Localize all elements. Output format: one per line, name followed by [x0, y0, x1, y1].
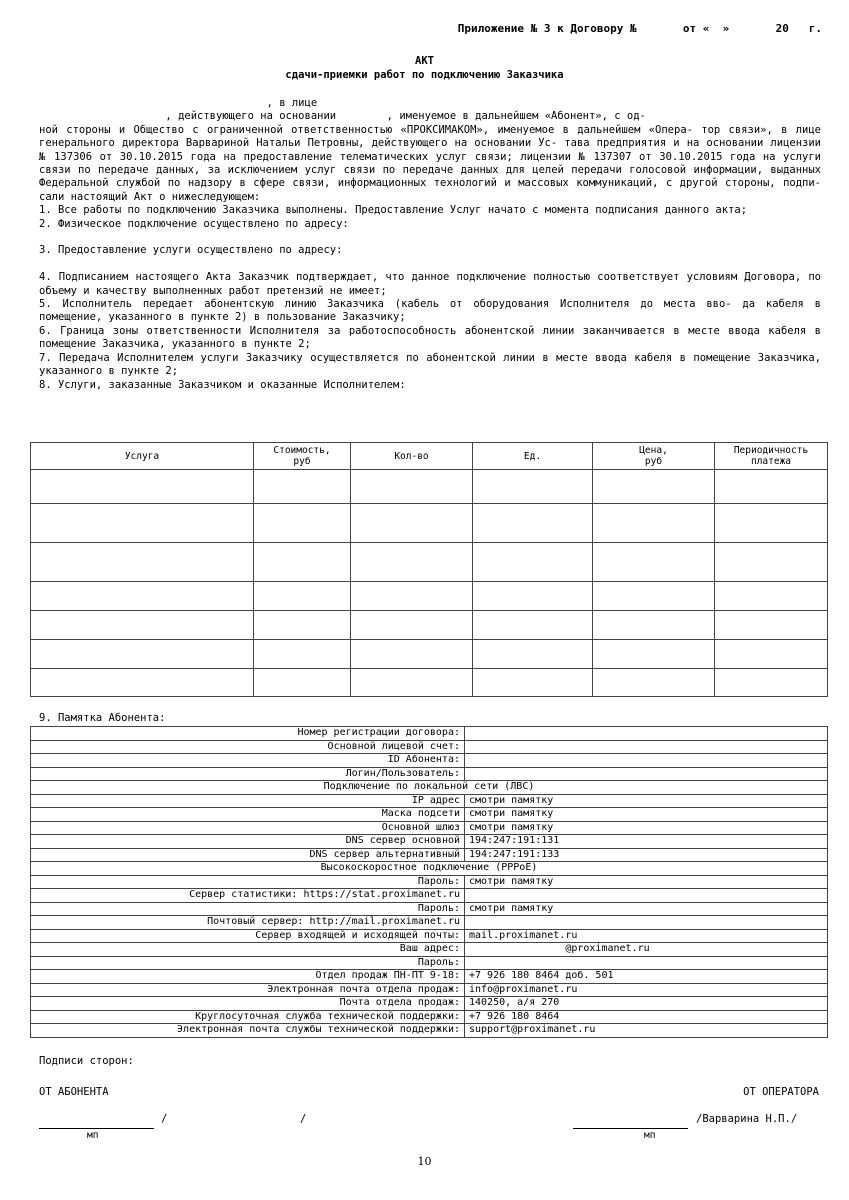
subscriber-slash-2: / — [300, 1113, 307, 1125]
memo-label: Почтовый сервер: http://mail.proximanet.ru — [31, 916, 465, 930]
col-periodicity: Периодичность платежа — [715, 443, 828, 470]
memo-label: Круглосуточная служба технической поддержки: — [31, 1010, 465, 1024]
col-price: Цена, руб — [593, 443, 715, 470]
item-7: 7. Передача Исполнителем услуги Заказчику осуществляется по абонентской линии в месте ввода кабеля в помещение Заказчика, указанного в пункте 2; — [39, 351, 821, 378]
memo-value: смотри памятку — [465, 821, 828, 835]
document-body — [39, 97, 821, 392]
memo-row — [31, 808, 828, 822]
memo-row — [31, 848, 828, 862]
memo-label: Номер регистрации договора: — [31, 727, 465, 741]
memo-value: смотри памятку — [465, 794, 828, 808]
memo-table — [30, 726, 828, 1038]
memo-label: Маска подсети — [31, 808, 465, 822]
memo-value: смотри памятку — [465, 875, 828, 889]
memo-value — [465, 727, 828, 741]
memo-row — [31, 929, 828, 943]
memo-row — [31, 943, 828, 957]
memo-label: DNS сервер альтернативный — [31, 848, 465, 862]
operator-name: /Варварина Н.П./ — [696, 1113, 798, 1125]
memo-row — [31, 821, 828, 835]
memo-row — [31, 997, 828, 1011]
document-header: Приложение № 3 к Договору № от « » 20 г. — [457, 22, 822, 35]
memo-value: смотри памятку — [465, 808, 828, 822]
memo-label: Электронная почта отдела продаж: — [31, 983, 465, 997]
memo-label: Отдел продаж ПН-ПТ 9-18: — [31, 970, 465, 984]
subscriber-stamp-place: мп — [87, 1130, 99, 1141]
memo-section-row — [31, 862, 828, 876]
memo-value: mail.proximanet.ru — [465, 929, 828, 943]
memo-row — [31, 767, 828, 781]
page-number: 10 — [417, 1155, 432, 1168]
memo-value: info@proximanet.ru — [465, 983, 828, 997]
subscriber-slash-1: / — [161, 1113, 168, 1125]
table-row — [31, 582, 828, 611]
memo-label: Ваш адрес: — [31, 943, 465, 957]
memo-row — [31, 889, 828, 903]
item-4: 4. Подписанием настоящего Акта Заказчик подтверждает, что данное подключение полностью соответствует условиям Договора, по объему и качеству выполненных работ претензий не имеет; — [39, 271, 821, 297]
intro-line-1: , в лице — [39, 97, 318, 109]
col-quantity: Кол-во — [351, 443, 473, 470]
memo-label: Пароль: — [31, 956, 465, 970]
title-line-2: сдачи-приемки работ по подключению Заказчика — [285, 69, 564, 81]
memo-row — [31, 916, 828, 930]
memo-label: DNS сервер основной — [31, 835, 465, 849]
item-5: 5. Исполнитель передает абонентскую линию Заказчика (кабель от оборудования Исполнителя до места вво- да кабеля в помещение, указанного в пункте 2) в пользование Заказчику; — [39, 298, 821, 324]
table-row — [31, 640, 828, 669]
memo-value — [465, 916, 828, 930]
memo-label: Пароль: — [31, 902, 465, 916]
memo-value: 194:247:191:133 — [465, 848, 828, 862]
memo-row — [31, 875, 828, 889]
memo-label: Почта отдела продаж: — [31, 997, 465, 1011]
intro-line-2: , действующего на основании , именуемое в дальнейшем «Абонент», с од- — [39, 110, 646, 123]
memo-label: Сервер входящей и исходящей почты: — [31, 929, 465, 943]
memo-value — [465, 754, 828, 768]
memo-row — [31, 835, 828, 849]
item-8: 8. Услуги, заказанные Заказчиком и оказанные Исполнителем: — [39, 378, 406, 391]
memo-value: support@proximanet.ru — [465, 1024, 828, 1038]
memo-row — [31, 970, 828, 984]
memo-value — [465, 740, 828, 754]
memo-value: +7 926 180 8464 доб. 501 — [465, 970, 828, 984]
memo-title: 9. Памятка Абонента: — [39, 712, 166, 724]
memo-row — [31, 1024, 828, 1038]
document-title — [0, 54, 849, 82]
col-service: Услуга — [31, 443, 254, 470]
intro-rest: ной стороны и Общество с ограниченной ответственностью «ПРОКСИМАКОМ», именуемое в дальнейшем «Опера- тор связи», в лице генерального директора Варвариной Натальи Петровны, действующего на основании Ус- тава предприятия и на основании лицензии № 137306 от 30.10.2015 года на предоставление телематических услуг связи; лицензии № 137307 от 30.10.2015 года на услуги связи по передаче данных, за исключением услуг связи по передаче данных для целей передачи голосовой информации, выданных Федеральной службой по надзору в сфере связи, информационных технологий и массовых коммуникаций, с другой стороны, подпи- сали настоящий Акт о нижеследующем: — [39, 123, 821, 203]
table-row — [31, 669, 828, 697]
memo-value: +7 926 180 8464 — [465, 1010, 828, 1024]
title-line-1: АКТ — [415, 55, 434, 67]
memo-value: 140250, а/я 270 — [465, 997, 828, 1011]
memo-section-label: Высокоскоростное подключение (PPPoE) — [31, 862, 828, 876]
table-row — [31, 504, 828, 543]
subscriber-signature-line — [39, 1128, 154, 1129]
memo-value: 194:247:191:131 — [465, 835, 828, 849]
memo-label: Основной лицевой счет: — [31, 740, 465, 754]
memo-row — [31, 794, 828, 808]
operator-stamp-place: мп — [644, 1130, 656, 1141]
services-table — [30, 442, 828, 697]
memo-label: Сервер статистики: https://stat.proximanet.ru — [31, 889, 465, 903]
memo-value — [465, 767, 828, 781]
memo-row — [31, 740, 828, 754]
services-header-row — [31, 443, 828, 470]
memo-label: Пароль: — [31, 875, 465, 889]
item-1: 1. Все работы по подключению Заказчика выполнены. Предоставление Услуг начато с момента подписания данного акта; — [39, 204, 748, 217]
memo-section-row — [31, 781, 828, 795]
col-unit: Ед. — [473, 443, 593, 470]
memo-value: смотри памятку — [465, 902, 828, 916]
memo-label: ID Абонента: — [31, 754, 465, 768]
memo-label: Логин/Пользователь: — [31, 767, 465, 781]
subscriber-label: ОТ АБОНЕНТА — [39, 1086, 109, 1098]
memo-row — [31, 956, 828, 970]
operator-signature-line — [573, 1128, 688, 1129]
operator-label: ОТ ОПЕРАТОРА — [743, 1086, 819, 1098]
table-row — [31, 611, 828, 640]
signatures-title: Подписи сторон: — [39, 1055, 134, 1067]
memo-value — [465, 889, 828, 903]
memo-label: Основной шлюз — [31, 821, 465, 835]
memo-value: @proximanet.ru — [465, 943, 828, 957]
memo-row — [31, 983, 828, 997]
memo-label: IP адрес — [31, 794, 465, 808]
intro-paragraph — [39, 97, 821, 204]
memo-section-label: Подключение по локальной сети (ЛВС) — [31, 781, 828, 795]
item-3: 3. Предоставление услуги осуществлено по адресу: — [39, 244, 343, 257]
act-items — [39, 204, 821, 392]
memo-label: Электронная почта службы технической поддержки: — [31, 1024, 465, 1038]
memo-row — [31, 1010, 828, 1024]
table-row — [31, 470, 828, 504]
memo-row — [31, 902, 828, 916]
memo-value — [465, 956, 828, 970]
item-6: 6. Граница зоны ответственности Исполнителя за работоспособность абонентской линии заканчивается в месте ввода кабеля в помещение Заказчика, указанного в пункте 2; — [39, 324, 821, 351]
table-row — [31, 543, 828, 582]
memo-row — [31, 754, 828, 768]
col-cost: Стоимость, руб — [254, 443, 351, 470]
memo-row — [31, 727, 828, 741]
item-2: 2. Физическое подключение осуществлено по адресу: — [39, 217, 349, 230]
